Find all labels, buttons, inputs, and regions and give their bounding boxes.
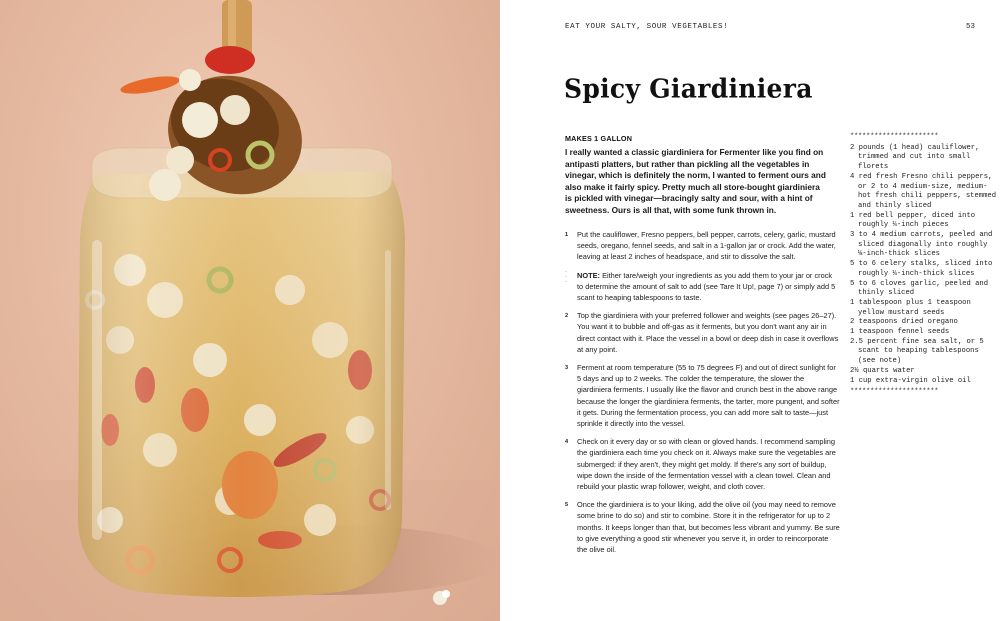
method-step [565, 229, 840, 263]
step-number: 1 [565, 232, 569, 238]
step-text: Check on it every day or so with clean or gloved hands. I recommend sampling the giardiniera each time you check on it. Always make sure the vegetables are submerged: if they aren't, they might get moldy. If there's any sort of buildup, wipe down the inside of the fermentation vessel with a clean towel. Clean and rebuild your plastic wrap follower, weight, and cloth cover. [577, 437, 836, 492]
ingredient-item: 1 red bell pepper, diced into roughly ¼-inch pieces [850, 211, 976, 230]
method-step [565, 436, 840, 492]
ingredient-item: 4 red fresh Fresno chili peppers, or 2 to 4 medium-size, medium-hot fresh chili peppers, stemmed and thinly sliced [850, 172, 997, 210]
ingredient-item: 1 cup extra-virgin olive oil [850, 376, 971, 385]
ingredients [850, 144, 1000, 387]
running-head: EAT YOUR SALTY, SOUR VEGETABLES! [565, 23, 729, 31]
ingredient-item: 1 teaspoon fennel seeds [850, 328, 950, 337]
step-text: Once the giardiniera is to your liking, add the olive oil (you may need to remove some brine to do so) and stir to combine. Store it in the refrigerator for up to 2 months. It keeps longer than that, but becomes less vibrant and yummy. Be sure to give everything a good stir whenever you serve it, in order to reincorporate the olive oil. [577, 500, 840, 555]
ingredient-list [850, 133, 1000, 398]
ingredient-item: 2½ quarts water [850, 366, 915, 375]
step-number: 3 [565, 365, 569, 372]
ingredient-rule-bottom: ********************** [850, 388, 939, 397]
ingredient-item: 2.5 percent fine sea salt, or 5 scant to heaping tablespoons (see note) [850, 337, 984, 366]
note-text: Either tare/weigh your ingredients as you add them to your jar or crock to determine the amount of salt to add (see Tare It Up!, page 7) or simply add 5 scant to heaping tablespoons to taste. [577, 270, 836, 303]
step-number: 2 [565, 313, 569, 320]
method-step [565, 499, 840, 555]
note-label: NOTE: [577, 270, 600, 280]
step-text: Put the cauliflower, Fresno peppers, bell pepper, carrots, celery, garlic, mustard seeds, oregano, fennel seeds, and salt in a 1-gallon jar or crock. Add the water, leaving at least 2 inches of headspace, and stir to dissolve the salt. [577, 230, 836, 262]
note-marker: · · · [565, 268, 567, 285]
ingredient-item: 2 pounds (1 head) cauliflower, trimmed and cut into small florets [850, 143, 980, 172]
ingredient-item: 5 to 6 cloves garlic, peeled and thinly sliced [850, 279, 989, 298]
step-text: Ferment at room temperature (55 to 75 degrees F) and out of direct sunlight for 5 days and up to 2 weeks. The colder the temperature, the slower the giardiniera ferments. I usually like the flavor and crunch best in the above range because the longer the giardiniera ferments, the tarter, more pungent, and softer it gets. During the fermentation process, you can add more salt to taste—just sprinkle it directly into the vessel. [577, 363, 840, 429]
method-steps [565, 229, 840, 562]
recipe-title: Spicy Giardiniera [564, 73, 813, 104]
ingredient-item: 2 teaspoons dried oregano [850, 318, 958, 327]
ingredient-rule-top: ********************** [850, 133, 939, 141]
recipe-yield: MAKES 1 GALLON [565, 134, 633, 143]
method-step [565, 310, 840, 355]
ingredient-item: 3 to 4 medium carrots, peeled and sliced diagonally into roughly ⅛-inch-thick slices [850, 231, 993, 259]
page-number: 53 [965, 23, 975, 31]
ingredient-item: 1 tablespoon plus 1 teaspoon yellow mustard seeds [850, 298, 971, 317]
step-number: 4 [565, 439, 569, 446]
ingredient-item: 5 to 6 celery stalks, sliced into roughly ¼-inch-thick slices [850, 260, 993, 278]
step-number: 5 [565, 502, 569, 509]
method-step [565, 362, 840, 429]
recipe-intro: I really wanted a classic giardiniera for Fermenter like you find on antipasti platters, but rather than pickling all the vegetables in vinegar, which is definitely the norm, I wanted to ferment ours and also make it fairly spicy. Pretty much all store-bought giardiniera is pickled with vinegar—bracingly salty and sour, with a hint of sweetness. Ours is all that, with some funk thrown in. [565, 147, 826, 215]
salt-note [565, 270, 840, 304]
step-text: Top the giardiniera with your preferred follower and weights (see pages 26–27). You want it to bubble and off-gas as it ferments, but you don't want any air in direct contact with it. Place the vessel in a bowl or deep dish in case it overflows at any point. [577, 311, 839, 354]
recipe-page [500, 0, 1000, 621]
